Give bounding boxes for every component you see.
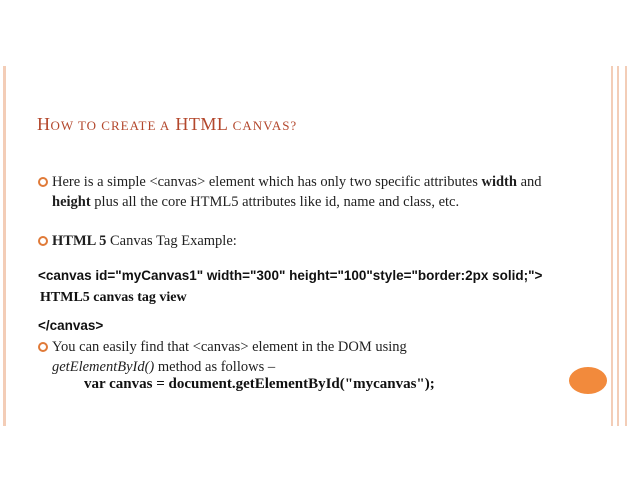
title-canvas: CANVAS? [232,118,298,133]
bullet-3-part-b: method as follows – [154,359,276,375]
right-rule-2 [617,66,619,426]
bullet-1-and: and [516,174,542,190]
bullet-icon [38,177,48,187]
bullet-1-height: height [52,194,91,210]
right-rule-3 [625,66,627,426]
code-line-1: <canvas id="myCanvas1" width="300" height="100"style="border:2px solid;"> [38,268,543,283]
title-html: HTML [175,114,228,134]
bullet-2-text [52,231,572,251]
title-initial: H [37,114,51,134]
code-line-3: </canvas> [38,318,104,333]
right-decorative-rules [611,66,633,426]
bullet-1-part-a: Here is a simple <canvas> element which has only two specific attributes [52,174,482,190]
orange-dot-decoration [569,367,607,394]
title-part-1: OW TO CREATE A [50,118,171,133]
bullet-3-italic: getElementById() [52,359,155,375]
left-decorative-rule [3,66,6,426]
bullet-1-part-b: plus all the core HTML5 attributes like id, name and class, etc. [90,194,460,210]
bullet-3-part-a: You can easily find that <canvas> element in the DOM using [52,339,407,355]
bullet-2-bold: HTML 5 [52,233,107,249]
bullet-3-text [52,337,472,377]
bullet-icon [38,342,48,352]
bullet-icon [38,236,48,246]
code-line-4: var canvas = document.getElementById("mycanvas"); [84,376,435,392]
bullet-1-width: width [481,174,517,190]
bullet-1-text [52,172,572,212]
code-line-2: HTML5 canvas tag view [40,290,187,305]
slide-title [37,114,297,135]
right-rule-1 [611,66,613,426]
bullet-2-rest: Canvas Tag Example: [106,233,237,249]
